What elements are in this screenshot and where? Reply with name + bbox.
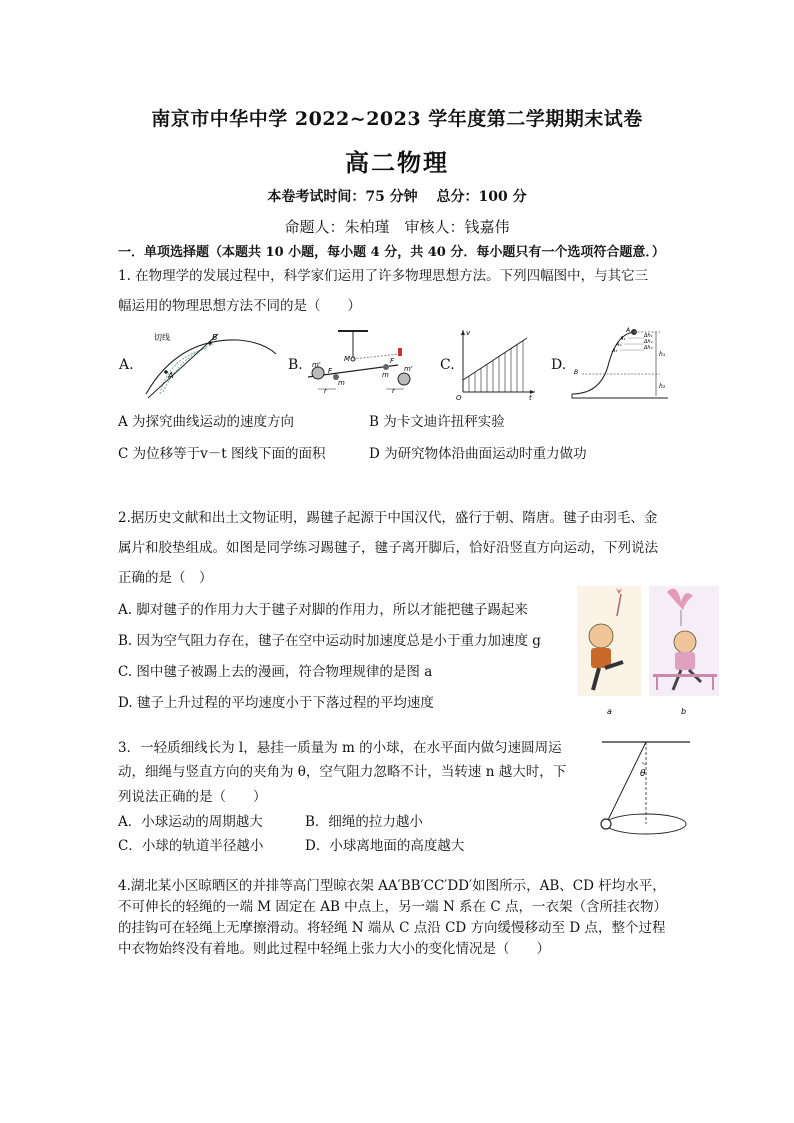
mass-m1: m' (312, 361, 321, 369)
dist-r1: r (324, 387, 327, 395)
q1-fig-label-a: A. (119, 357, 134, 373)
exam-info: 本卷考试时间：75 分钟 总分：100 分 (267, 189, 527, 205)
exam-authors: 命题人：朱柏瑾 审核人：钱嘉伟 (284, 218, 510, 236)
q2-line2: 属片和胶垫组成。如图是同学练习踢毽子，毽子离开脚后，恰好沿竖直方向运动，下列说法 (118, 540, 658, 556)
q1-option-a: A 为探究曲线运动的速度方向 (118, 414, 295, 430)
q3-option-b: B．细绳的拉力越小 (305, 814, 423, 830)
q3-option-a: A．小球运动的周期越大 (118, 814, 263, 830)
axis-v: v (466, 329, 471, 337)
q2-line3: 正确的是（ ） (118, 570, 213, 586)
axis-o: O (456, 394, 462, 400)
q2-option-c: C. 图中毽子被踢上去的漫画，符合物理规律的是图 a (118, 664, 433, 680)
q4-line3: 的挂钩可在轻绳上无摩擦滑动。将轻绳 N 端从 C 点沿 CD 方向缓慢移动至 D 点，整个过程 (118, 920, 666, 936)
d-point-a: A (626, 327, 631, 334)
d-h1: h₁ (659, 351, 666, 358)
q2-option-a: A. 脚对毽子的作用力大于毽子对脚的作用力，所以才能把毽子踢起来 (118, 602, 528, 618)
q1-option-c: C 为位移等于v－t 图线下面的面积 (118, 446, 326, 462)
d-a3: A₃ (612, 348, 618, 354)
q3-line3: 列说法正确的是（ ） (118, 789, 267, 805)
q1-fig-label-b: B. (288, 357, 303, 373)
q1-figure-b (298, 327, 428, 401)
q1-fig-label-d: D. (551, 357, 567, 373)
mass-m3: m (338, 379, 345, 387)
q3-pendulum-figure (598, 738, 694, 848)
q4-line2: 不可伸长的轻绳的一端 M 固定在 AB 中点上，另一端 N 系在 C 点，一衣架（含所挂衣物） (118, 899, 667, 915)
d-dh1: Δh₁ (644, 333, 653, 339)
q1-line1: 1. 在物理学的发展过程中，科学家们运用了许多物理思想方法。下列四幅图中，与其它三 (118, 268, 649, 284)
axis-t: t (529, 394, 532, 400)
exam-title: 南京市中华中学 2022~2023 学年度第二学期期末试卷 (151, 108, 643, 130)
d-dh2: Δh₂ (644, 339, 653, 345)
q1-line2: 幅运用的物理思想方法不同的是（ ） (118, 298, 361, 314)
mass-m2: m' (404, 365, 413, 373)
area-strips (469, 340, 523, 392)
angle-theta: θ (640, 769, 646, 779)
d-a1: A₁ (620, 336, 626, 342)
d-dh3: Δh₃ (644, 345, 653, 351)
q1-figure-c (455, 326, 537, 400)
d-h2: h₂ (659, 383, 666, 390)
point-m: M (344, 355, 351, 363)
q1-option-b: B 为卡文迪许扭秤实验 (369, 414, 505, 430)
dist-r2: r (392, 387, 395, 395)
q1-fig-label-c: C. (440, 357, 455, 373)
q2-option-d: D. 毽子上升过程的平均速度小于下落过程的平均速度 (118, 695, 434, 711)
q1-figure-a (138, 328, 278, 400)
fig-label-a: a (607, 707, 612, 716)
force-f2: F (390, 357, 395, 365)
tangent-label: 切线 (154, 333, 170, 342)
q2-line1: 2.据历史文献和出土文物证明，踢毽子起源于中国汉代，盛行于朝、隋唐。毽子由羽毛、金 (118, 510, 658, 526)
mass-m4: m (382, 371, 389, 379)
point-b-label: B (212, 333, 218, 342)
q4-line1: 4.湖北某小区晾晒区的并排等高门型晾衣架 AA′BB′CC′DD′如图所示，AB、CD 杆均水平， (118, 878, 666, 894)
exam-subtitle: 高二物理 (345, 148, 449, 177)
q2-illustration (577, 586, 719, 718)
q3-line1: 3．一轻质细线长为 l，悬挂一质量为 m 的小球，在水平面内做匀速圆周运 (118, 740, 562, 756)
point-a-label: A (168, 371, 174, 380)
section-heading: 一．单项选择题（本题共 10 小题，每小题 4 分，共 40 分．每小题只有一个选项符合题意．） (118, 245, 665, 260)
q1-figure-d (570, 326, 670, 400)
d-point-b: B (574, 369, 579, 376)
q2-option-b: B. 因为空气阻力存在，毽子在空中运动时加速度总是小于重力加速度 g (118, 633, 541, 649)
q1-option-d: D 为研究物体沿曲面运动时重力做功 (369, 446, 587, 462)
fig-label-b: b (681, 707, 687, 716)
force-f1: F (328, 367, 333, 375)
q3-option-d: D．小球离地面的高度越大 (305, 838, 465, 854)
q4-line4: 中衣物始终没有着地。则此过程中轻绳上张力大小的变化情况是（ ） (118, 941, 550, 957)
d-a2: A₂ (616, 342, 622, 348)
q3-option-c: C．小球的轨道半径越小 (118, 838, 264, 854)
q3-line2: 动，细绳与竖直方向的夹角为 θ，空气阻力忽略不计，当转速 n 越大时，下 (118, 764, 567, 780)
